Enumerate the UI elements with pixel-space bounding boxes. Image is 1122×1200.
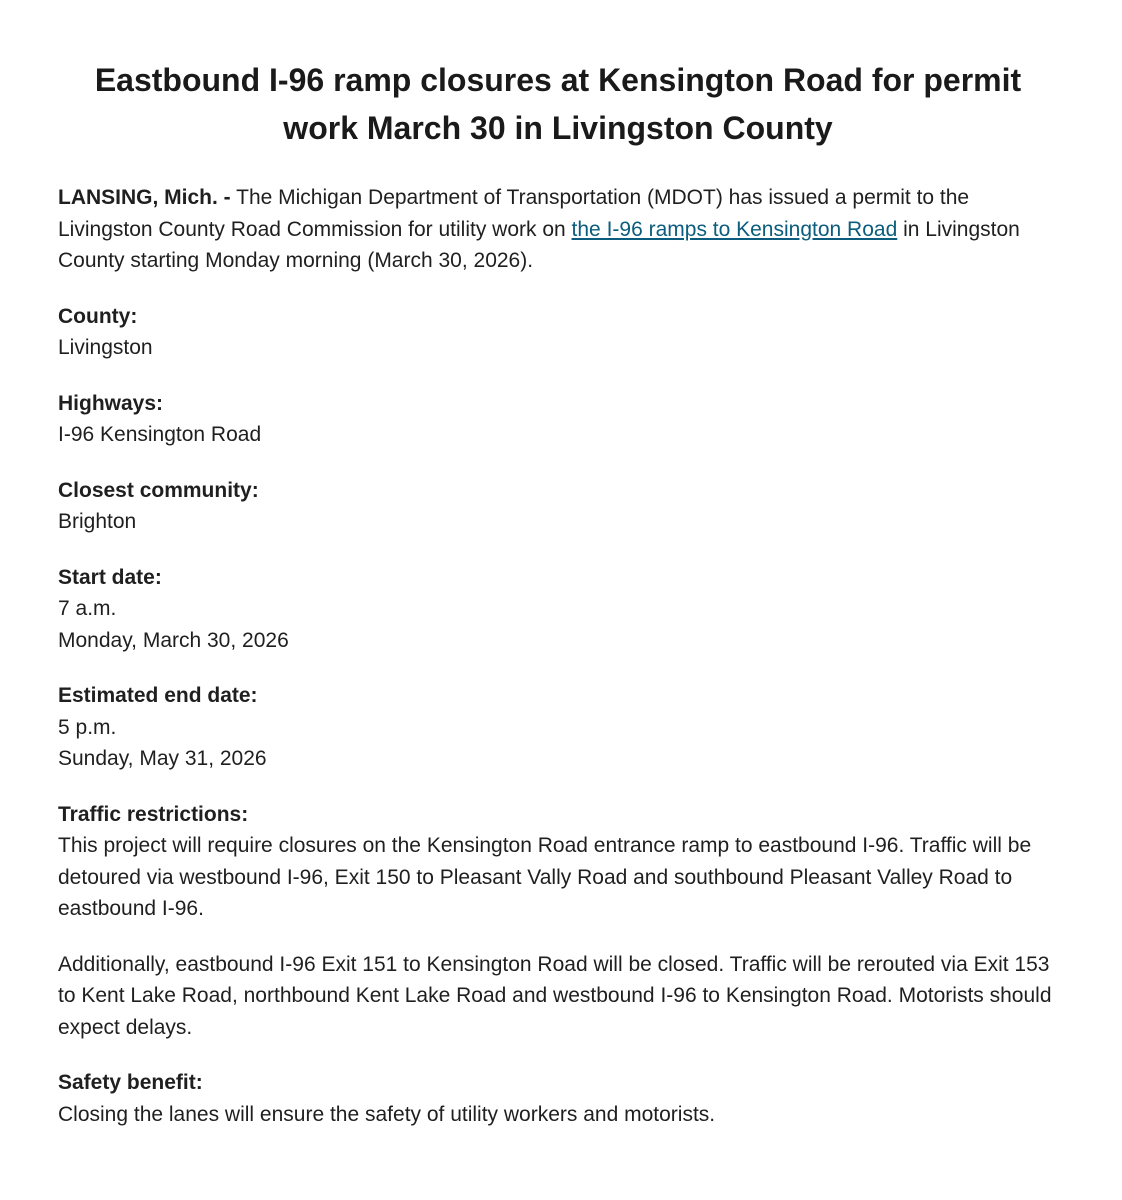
end-time: 5 p.m. [58, 715, 117, 739]
lede-text-before-link: The Michigan Department of Transportation (MDOT) has issued a permit to the Livingston County Road Commission for utility work on [58, 186, 970, 241]
highways-label: Highways: [58, 391, 164, 415]
community-label: Closest community: [58, 478, 259, 502]
county-section [58, 301, 1058, 364]
start-date: Monday, March 30, 2026 [58, 628, 289, 652]
lede-paragraph [58, 182, 1058, 277]
start-date-label: Start date: [58, 565, 162, 589]
county-label: County: [58, 304, 138, 328]
highways-value: I-96 Kensington Road [58, 423, 262, 446]
traffic-section [58, 799, 1058, 925]
traffic-label: Traffic restrictions: [58, 802, 249, 826]
end-date: Sunday, May 31, 2026 [58, 747, 267, 770]
safety-value: Closing the lanes will ensure the safety of utility workers and motorists. [58, 1102, 716, 1126]
traffic-paragraph-2: Additionally, eastbound I-96 Exit 151 to Kensington Road will be closed. Traffic will be rerouted via Exit 153 to Kent Lake Road, northbound Kent Lake Road and westbound I-96 to Kensington Road. Motorists should expect delays. [58, 952, 1052, 1039]
safety-label: Safety benefit: [58, 1071, 203, 1094]
title-line-2: work March 30 in Livingston County [283, 110, 833, 146]
community-value: Brighton [58, 510, 137, 533]
safety-section [58, 1067, 1058, 1130]
ramps-link[interactable]: the I-96 ramps to Kensington Road [571, 217, 898, 241]
end-date-section [58, 680, 1058, 775]
title-line-1: Eastbound I-96 ramp closures at Kensington Road for permit [94, 62, 1022, 98]
highways-section [58, 388, 1058, 451]
community-section [58, 475, 1058, 538]
lede-text-after-link: in Livingston County starting Monday morning (March 30, 2026). [58, 217, 1020, 272]
county-value: Livingston [58, 336, 153, 359]
page-title [58, 56, 1058, 152]
traffic-paragraph-1: This project will require closures on the Kensington Road entrance ramp to eastbound I-96. Traffic will be detoured via westbound I-96, Exit 150 to Pleasant Vally Road and southbound Pleasant Valley Road to eastbound I-96. [58, 834, 1032, 920]
start-date-section [58, 562, 1058, 657]
end-date-label: Estimated end date: [58, 684, 258, 707]
start-time: 7 a.m. [58, 597, 117, 620]
dateline: LANSING, Mich. - [58, 186, 231, 209]
